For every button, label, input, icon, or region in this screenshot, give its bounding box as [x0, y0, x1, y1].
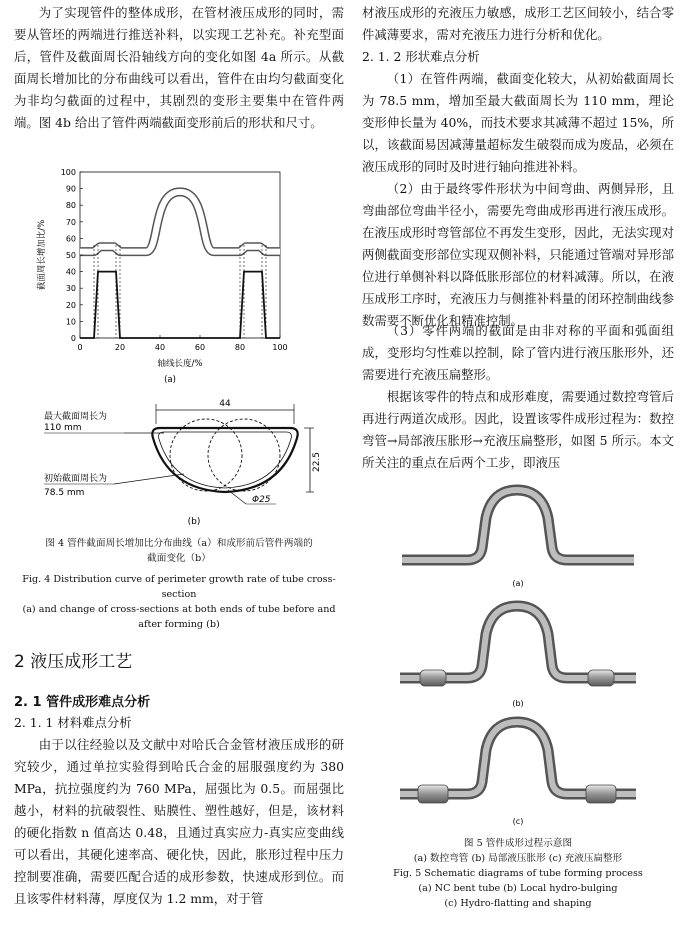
- chart-y-tick-label: 60: [65, 234, 76, 244]
- chart-frame: [80, 172, 280, 338]
- fig5a-label: (a): [512, 579, 524, 588]
- label-max-2: 110 mm: [44, 423, 82, 433]
- fig5c-flat-right: [586, 785, 616, 803]
- label-max-1: 最大截面周长为: [44, 412, 108, 422]
- chart-x-tick-label: 0: [77, 343, 83, 352]
- chart-x-tick-label: 80: [234, 343, 246, 352]
- fig4-caption-cn-2: 截面变化（b）: [147, 553, 211, 564]
- fig5b-bulge-right: [588, 670, 614, 686]
- max-section-inner: [159, 432, 292, 488]
- fig5c-tube: [400, 722, 636, 803]
- fig4b-diagram: [14, 392, 344, 532]
- leader-dia: [228, 490, 246, 504]
- chart-x-label: 轴线长度/%: [157, 359, 203, 369]
- fig4a-chart: [14, 160, 344, 390]
- fig5a-tube: [402, 490, 634, 560]
- fig5b-tube: [400, 606, 636, 686]
- fig5-caption-en-2: (a) NC bent tube (b) Local hydro-bulging: [418, 883, 618, 894]
- chart-y-tick-label: 80: [65, 201, 76, 211]
- chart-y-tick-label: 10: [65, 317, 76, 327]
- chart-x-tick-label: 60: [194, 343, 206, 352]
- dim-width-text: 44: [219, 399, 231, 409]
- fig4-caption: [14, 536, 344, 632]
- section-2-1-heading: 2. 1 管件成形难点分析: [14, 695, 151, 710]
- right-para-4: 根据该零件的特点和成形难度，需要通过数控弯管后再进行两道次成形。因此，设置该零件成形过程为：数控弯管→局部液压胀形→充液压扁整形，如图 5 所示。本文所关注的重点在后两个工步，即液压: [362, 389, 674, 470]
- fig4-caption-en-2: (a) and change of cross-sections at both ends of tube before and: [22, 604, 336, 615]
- fig5b-bulge-left: [420, 670, 446, 686]
- fig4-caption-cn-1: 图 4 管件截面周长增加比分布曲线（a）和成形前后管件两端的: [45, 538, 313, 549]
- fig4b-sublabel: (b): [187, 517, 201, 527]
- fig5-caption-en-3: (c) Hydro-flatting and shaping: [444, 898, 592, 909]
- label-init-1: 初始截面周长为: [44, 474, 108, 484]
- dim-height-text: 22.5: [312, 451, 322, 473]
- fig5-diagram: [362, 478, 674, 830]
- fig5-caption: [362, 836, 674, 911]
- fig5-caption-en-1: Fig. 5 Schematic diagrams of tube forming process: [393, 868, 643, 879]
- chart-y-tick-label: 0: [70, 334, 76, 343]
- right-para-0: 材液压成形的充液压力敏感，成形工艺区间较小，结合零件减薄要求，需对充液压力进行分析和优化。: [362, 5, 674, 42]
- right-para-2: （2）由于最终零件形状为中间弯曲、两侧异形，且弯曲部位弯曲半径小，需要先弯曲成形再进行液压成形。在液压成形时弯管部位不再发生变形，因此，无法实现对两侧截面变形部位实现双侧补料，只能通过管端对异形部位进行单侧补料以降低胀形部位的材料减薄。所以，在液压成形工序时，充液压力与侧推补料量的闭环控制曲线参数需要不断优化和精准控制。: [362, 181, 674, 328]
- fig5c-flat-left: [418, 785, 448, 803]
- chart-y-tick-label: 90: [65, 184, 76, 194]
- chart-y-tick-label: 100: [60, 168, 76, 177]
- leader-init: [114, 474, 184, 484]
- chart-sublabel: (a): [164, 375, 176, 385]
- chart-x-tick-label: 20: [114, 343, 126, 352]
- right-para-3: （3）零件两端的截面是由非对称的平面和弧面组成，变形均匀性难以控制，除了管内进行液压胀形外，还需要进行充液压扁整形。: [362, 323, 674, 382]
- section-2-heading: 2 液压成形工艺: [14, 652, 133, 672]
- chart-y-tick-label: 50: [65, 251, 76, 260]
- fig4-caption-en-1: Fig. 4 Distribution curve of perimeter growth rate of tube cross-section: [22, 574, 336, 600]
- chart-y-label: 截面周长增加比/%: [37, 219, 47, 291]
- right-para-1: （1）在管件两端，截面变化较大，从初始截面周长为 78.5 mm，增加至最大截面周长为 110 mm，理论变形伸长量为 40%，而技术要求其减薄不超过 15%，所以，该截面易因减薄量超标发生破裂而成为废品，必须在液压成形的同时及时进行轴向推进补料。: [362, 71, 674, 174]
- fig5-caption-cn-1: 图 5 管件成形过程示意图: [463, 838, 573, 849]
- fig5b-label: (b): [512, 699, 524, 708]
- section-2-1-2-heading: 2. 1. 2 形状难点分析: [362, 49, 480, 64]
- chart-y-tick-label: 30: [65, 284, 76, 294]
- chart-y-tick-label: 20: [65, 300, 76, 310]
- fig4-caption-en-3: after forming (b): [138, 619, 220, 630]
- chart-x-tick-label: 100: [272, 343, 288, 352]
- fig5-caption-cn-2: (a) 数控弯管 (b) 局部液压胀形 (c) 充液压扁整形: [413, 853, 623, 864]
- left-para-1: 为了实现管件的整体成形，在管材液压成形的同时，需要从管坯的两端进行推送补料，以实现工艺补充。补充型面后，管件及截面周长沿轴线方向的变化如图 4a 所示。从截面周长增加比的分布曲线可以看出，管件在由均匀截面变化为非均匀截面的过程中，其剧烈的变形主要集中在管件两端。图 4b 给出了管件两端截面变形前后的形状和尺寸。: [14, 5, 344, 130]
- section-2-1-1-heading: 2. 1. 1 材料难点分析: [14, 715, 132, 730]
- fig5c-label: (c): [512, 817, 524, 826]
- chart-x-tick-label: 40: [154, 343, 166, 352]
- left-para-2: 由于以往经验以及文献中对哈氏合金管材液压成形的研究较少，通过单拉实验得到哈氏合金的屈服强度约为 380 MPa，抗拉强度约为 760 MPa，屈强比为 0.5。而屈强比越小，材料的抗破裂性、贴膜性、塑性越好，但是，该材料的硬化指数 n 值高达 0.48，且通过真实应力-真实应变曲线可以看出，其硬化速率高、硬化快，因此，胀形过程中压力控制要准确，需要匹配合适的成形参数，快速成形到位。而且该零件材料薄，厚度仅为 1.2 mm，对于管: [14, 737, 344, 906]
- chart-y-tick-label: 40: [65, 267, 76, 277]
- tube-silhouette-outer: [80, 192, 280, 252]
- label-init-2: 78.5 mm: [44, 488, 85, 498]
- dim-dia-text: Φ25: [252, 495, 271, 505]
- chart-y-tick-label: 70: [65, 217, 76, 227]
- chart-series-line: [80, 272, 280, 338]
